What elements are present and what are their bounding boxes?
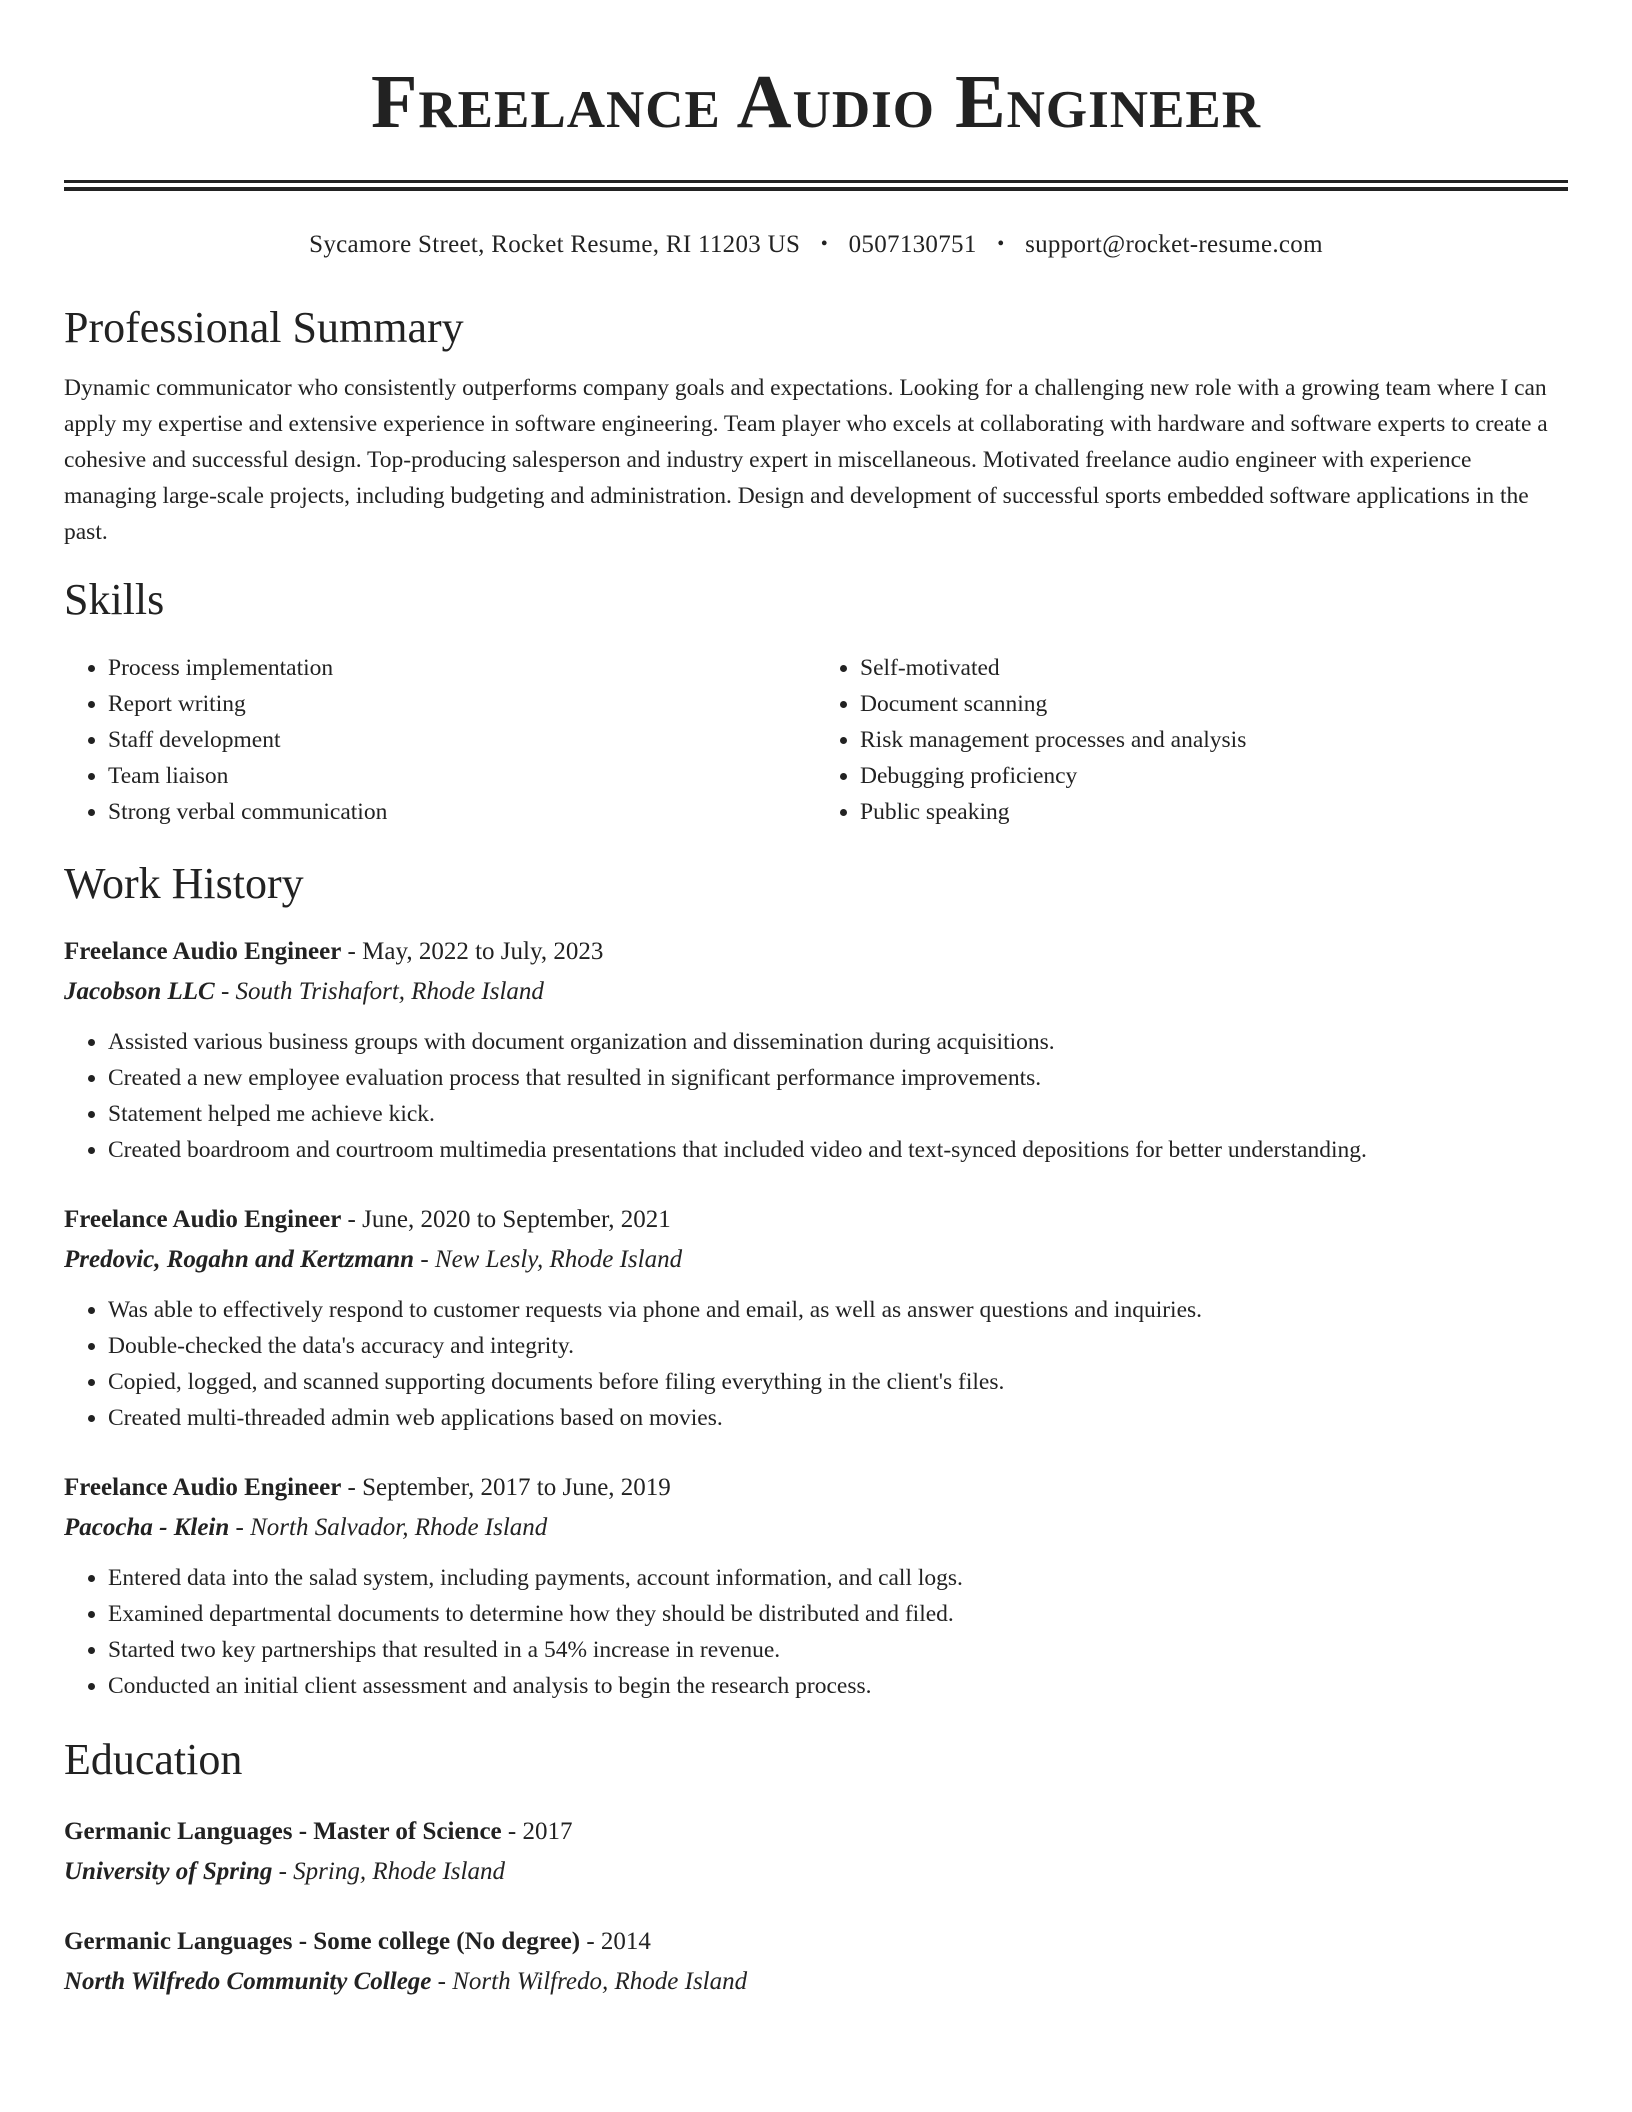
job-title: Freelance Audio Engineer — [64, 1206, 342, 1233]
skill-item: • Document scanning — [860, 686, 1568, 722]
summary-heading: Professional Summary — [64, 303, 464, 352]
job-title-line — [64, 934, 1568, 970]
job-bullet: • Statement helped me achieve kick. — [108, 1096, 1568, 1132]
summary-text: Dynamic communicator who consistently outperforms company goals and expectations. Looking for a challenging new role with a growing team where I can apply my expertise and extensive experience in software engineering. Team player who excels at collaborating with hardware and software experts to create a cohesive and successful design. Top-producing salesperson and industry expert in miscellaneous. Motivated freelance audio engineer with experience managing large-scale projects, including budgeting and administration. Design and development of successful sports embedded software applications in the past. — [64, 375, 1548, 545]
work-history-section — [64, 858, 1568, 1704]
degree-line — [64, 1924, 1568, 1960]
job-entry — [64, 1202, 1568, 1436]
job-dates: - September, 2017 to June, 2019 — [341, 1474, 671, 1501]
contact-phone: 0507130751 — [848, 231, 977, 258]
summary-section — [64, 302, 1568, 550]
job-title-line — [64, 1470, 1568, 1506]
school-location: - Spring, Rhode Island — [272, 1858, 505, 1885]
school-location: - North Wilfredo, Rhode Island — [431, 1968, 748, 1995]
header-divider — [64, 180, 1568, 191]
resume-name-title: Freelance Audio Engineer — [370, 60, 1262, 144]
job-bullet: • Copied, logged, and scanned supporting documents before filing everything in the client's files. — [108, 1364, 1568, 1400]
skill-item: • Debugging proficiency — [860, 758, 1568, 794]
job-bullet: • Was able to effectively respond to customer requests via phone and email, as well as answer questions and inquiries. — [108, 1292, 1568, 1328]
skill-item: • Staff development — [108, 722, 816, 758]
education-entry — [64, 1814, 1568, 1890]
job-dates: - May, 2022 to July, 2023 — [341, 938, 604, 965]
job-bullet: • Created multi-threaded admin web applications based on movies. — [108, 1400, 1568, 1436]
job-location: - New Lesly, Rhode Island — [414, 1246, 683, 1273]
skills-heading: Skills — [64, 575, 165, 624]
contact-separator: • — [997, 233, 1005, 255]
skill-item: • Strong verbal communication — [108, 794, 816, 830]
job-company: Jacobson LLC — [64, 978, 215, 1005]
job-bullet: • Conducted an initial client assessment and analysis to begin the research process. — [108, 1668, 1568, 1704]
degree: Germanic Languages - Master of Science — [64, 1818, 502, 1845]
skill-item: • Self-motivated — [860, 650, 1568, 686]
job-title-line — [64, 1202, 1568, 1238]
job-bullet: • Double-checked the data's accuracy and integrity. — [108, 1328, 1568, 1364]
education-entry — [64, 1924, 1568, 2000]
school-line — [64, 1964, 1568, 2000]
job-entry — [64, 1470, 1568, 1704]
skills-right-list — [816, 650, 1568, 830]
skills-columns — [64, 650, 1568, 830]
degree: Germanic Languages - Some college (No degree) — [64, 1928, 581, 1955]
skill-item: • Team liaison — [108, 758, 816, 794]
job-bullets — [64, 1560, 1568, 1704]
school-line — [64, 1854, 1568, 1890]
job-company-line — [64, 1510, 1568, 1546]
job-company: Pacocha - Klein — [64, 1514, 230, 1541]
degree-year: - 2017 — [501, 1818, 573, 1845]
job-company: Predovic, Rogahn and Kertzmann — [64, 1246, 415, 1273]
job-bullet: • Assisted various business groups with document organization and dissemination during acquisitions. — [108, 1024, 1568, 1060]
skill-item: • Risk management processes and analysis — [860, 722, 1568, 758]
education-heading: Education — [64, 1735, 243, 1784]
job-bullets — [64, 1024, 1568, 1168]
job-bullets — [64, 1292, 1568, 1436]
skills-left-list — [64, 650, 816, 830]
job-bullet: • Created boardroom and courtroom multimedia presentations that included video and text-synced depositions for better understanding. — [108, 1132, 1568, 1168]
skills-section — [64, 574, 1568, 830]
contact-address: Sycamore Street, Rocket Resume, RI 11203 US — [309, 231, 801, 258]
job-location: - South Trishafort, Rhode Island — [214, 978, 544, 1005]
skill-item: • Public speaking — [860, 794, 1568, 830]
degree-year: - 2014 — [580, 1928, 651, 1955]
contact-email: support@rocket-resume.com — [1025, 231, 1323, 258]
job-bullet: • Started two key partnerships that resulted in a 54% increase in revenue. — [108, 1632, 1568, 1668]
school-name: University of Spring — [64, 1858, 273, 1885]
job-bullet: • Entered data into the salad system, including payments, account information, and call logs. — [108, 1560, 1568, 1596]
skill-item: • Report writing — [108, 686, 816, 722]
job-title: Freelance Audio Engineer — [64, 1474, 342, 1501]
school-name: North Wilfredo Community College — [64, 1968, 432, 1995]
work-history-heading: Work History — [64, 859, 304, 908]
job-entry — [64, 934, 1568, 1168]
job-location: - North Salvador, Rhode Island — [229, 1514, 548, 1541]
job-company-line — [64, 974, 1568, 1010]
job-bullet: • Examined departmental documents to determine how they should be distributed and filed. — [108, 1596, 1568, 1632]
contact-separator: • — [820, 233, 829, 255]
skill-item: • Process implementation — [108, 650, 816, 686]
degree-line — [64, 1814, 1568, 1850]
job-company-line — [64, 1242, 1568, 1278]
contact-line — [64, 229, 1568, 262]
job-bullet: • Created a new employee evaluation process that resulted in significant performance improvements. — [108, 1060, 1568, 1096]
education-section — [64, 1734, 1568, 2000]
job-title: Freelance Audio Engineer — [64, 938, 342, 965]
job-dates: - June, 2020 to September, 2021 — [341, 1206, 671, 1233]
